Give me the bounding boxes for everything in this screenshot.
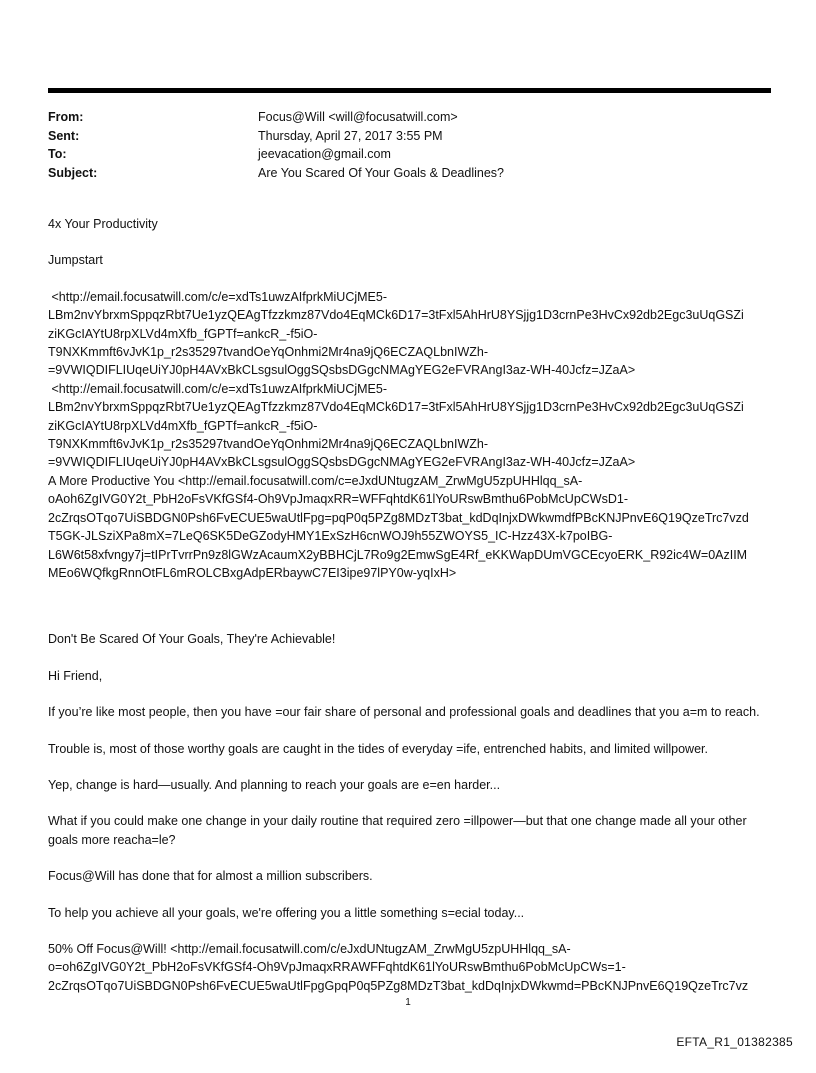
link-line[interactable]: <http://email.focusatwill.com/c/e=xdTs1uwzAIfprkMiUCjME5- xyxy=(48,289,387,304)
link-line[interactable]: LBm2nvYbrxmSppqzRbt7Ue1yzQEAgTfzzkmz87Vdo4EqMCk6D17=3tFxl5AhHrU8YSjjg1D3crnPe3HvCx92db2Egc3uUqGSZi xyxy=(48,308,744,323)
sent-label: Sent: xyxy=(48,128,80,143)
paragraph-greeting: Hi Friend, xyxy=(48,668,103,683)
link-line[interactable]: L6W6t58xfvngy7j=tIPrTvrrPn9z8lGWzAcaumX2yBBHCjL7Ro9g2EmwSgE4Rf_eKKWapDUmVGCEcyoERK_R92ic4W=0AzIIM xyxy=(48,547,748,562)
link-line[interactable]: T5GK-JLSziXPa8mX=7LeQ6SK5DeGZodyHMY1ExSzH6cnWOJ9h55ZWOYS5_IC-Hzz43X-k7poIBG- xyxy=(48,529,613,544)
link-block xyxy=(48,288,772,583)
link-line[interactable]: LBm2nvYbrxmSppqzRbt7Ue1yzQEAgTfzzkmz87Vdo4EqMCk6D17=3tFxl5AhHrU8YSjjg1D3crnPe3HvCx92db2Egc3uUqGSZi xyxy=(48,400,744,415)
bates-stamp: EFTA_R1_01382385 xyxy=(676,1035,793,1049)
sent-row xyxy=(48,127,504,146)
link-line[interactable]: =9VWIQDIFLIUqeUiYJ0pH4AVxBkCLsgsulOggSQsbsDGgcNMAgYEG2eFVRAngI3az-WH-40Jcfz=JZaA> xyxy=(48,455,636,470)
link-line[interactable]: ziKGcIAYtU8rpXLVd4mXfb_fGPTf=ankcR_-f5iO- xyxy=(48,418,318,433)
link-line[interactable]: MEo6WQfkgRnnOtFL6mROLCBxgAdpERbaywC7EI3ipe97lPY0w-yqIxH> xyxy=(48,565,457,580)
link-line[interactable]: T9NXKmmft6vJvK1p_r2s35297tvandOeYqOnhmi2Mr4na9jQ6ECZAQLbnIWZh- xyxy=(48,437,489,452)
to-value: jeevacation@gmail.com xyxy=(258,147,391,161)
link-line[interactable]: <http://email.focusatwill.com/c/e=xdTs1uwzAIfprkMiUCjME5- xyxy=(48,381,387,396)
paragraph-change: Yep, change is hard—usually. And planning to reach your goals are e=en harder... xyxy=(48,777,501,792)
offer-link-line[interactable]: 50% Off Focus@Will! <http://email.focusatwill.com/c/eJxdUNtugzAM_ZrwMgU5zpUHHlqq_sA- xyxy=(48,941,571,956)
offer-link-line[interactable]: o=oh6ZgIVG0Y2t_PbH2oFsVKfGSf4-Oh9VpJmaqxRRAWFFqhtdK61lYoURswBmthu6PobMcUpCWs=1- xyxy=(48,960,626,975)
email-header xyxy=(48,108,504,182)
link-line[interactable]: =9VWIQDIFLIUqeUiYJ0pH4AVxBkCLsgsulOggSQsbsDGgcNMAgYEG2eFVRAngI3az-WH-40Jcfz=JZaA> xyxy=(48,363,636,378)
link-line[interactable]: ziKGcIAYtU8rpXLVd4mXfb_fGPTf=ankcR_-f5iO- xyxy=(48,326,318,341)
paragraph-headline: Don't Be Scared Of Your Goals, They're Achievable! xyxy=(48,632,336,647)
sent-value: Thursday, April 27, 2017 3:55 PM xyxy=(258,128,443,143)
paragraph-jumpstart: Jumpstart xyxy=(48,253,103,268)
paragraph-intro: If you’re like most people, then you have =our fair share of personal and professional goals and deadlines that you a=m to reach. xyxy=(48,705,760,720)
paragraph-offer-intro: To help you achieve all your goals, we're offering you a little something s=ecial today... xyxy=(48,905,525,920)
paragraph-productivity: 4x Your Productivity xyxy=(48,217,158,231)
link-line[interactable]: oAoh6ZgIVG0Y2t_PbH2oFsVKfGSf4-Oh9VpJmaqxRR=WFFqhtdK61lYoURswBmthu6PobMcUpCWsD1- xyxy=(48,492,628,507)
header-rule xyxy=(48,88,771,93)
subject-value: Are You Scared Of Your Goals & Deadlines? xyxy=(258,165,504,180)
link-line[interactable]: 2cZrqsOTqo7UiSBDGN0Psh6FvECUE5waUtlFpg=pqP0q5PZg8MDzT3bat_kdDqInjxDWkwmdfPBcKNJPnvE6Q19QzeTrc7vzd xyxy=(48,510,749,525)
from-label: From: xyxy=(48,110,84,124)
page-number: 1 xyxy=(405,997,411,1008)
email-body xyxy=(48,215,772,995)
from-value: Focus@Will <will@focusatwill.com> xyxy=(258,110,458,124)
to-label: To: xyxy=(48,147,67,161)
paragraph-subscribers: Focus@Will has done that for almost a million subscribers. xyxy=(48,869,373,884)
from-row xyxy=(48,108,504,127)
paragraph-trouble: Trouble is, most of those worthy goals are caught in the tides of everyday =ife, entrenched habits, and limited willpower. xyxy=(48,741,708,756)
subject-row xyxy=(48,164,504,183)
offer-link-line[interactable]: 2cZrqsOTqo7UiSBDGN0Psh6FvECUE5waUtlFpgGpqP0q5PZg8MDzT3bat_kdDqInjxDWkwmd=PBcKNJPnvE6Q19QzeTrc7vz xyxy=(48,978,749,993)
link-line[interactable]: T9NXKmmft6vJvK1p_r2s35297tvandOeYqOnhmi2Mr4na9jQ6ECZAQLbnIWZh- xyxy=(48,345,489,360)
subject-label: Subject: xyxy=(48,165,98,180)
link-line[interactable]: A More Productive You <http://email.focusatwill.com/c=eJxdUNtugzAM_ZrwMgU5zpUHHlqq_sA- xyxy=(48,473,583,488)
to-row xyxy=(48,145,504,164)
offer-link-block xyxy=(48,940,772,995)
paragraph-what-if: What if you could make one change in your daily routine that required zero =illpower—but that one change made all your other goals more reacha=le? xyxy=(48,814,751,847)
